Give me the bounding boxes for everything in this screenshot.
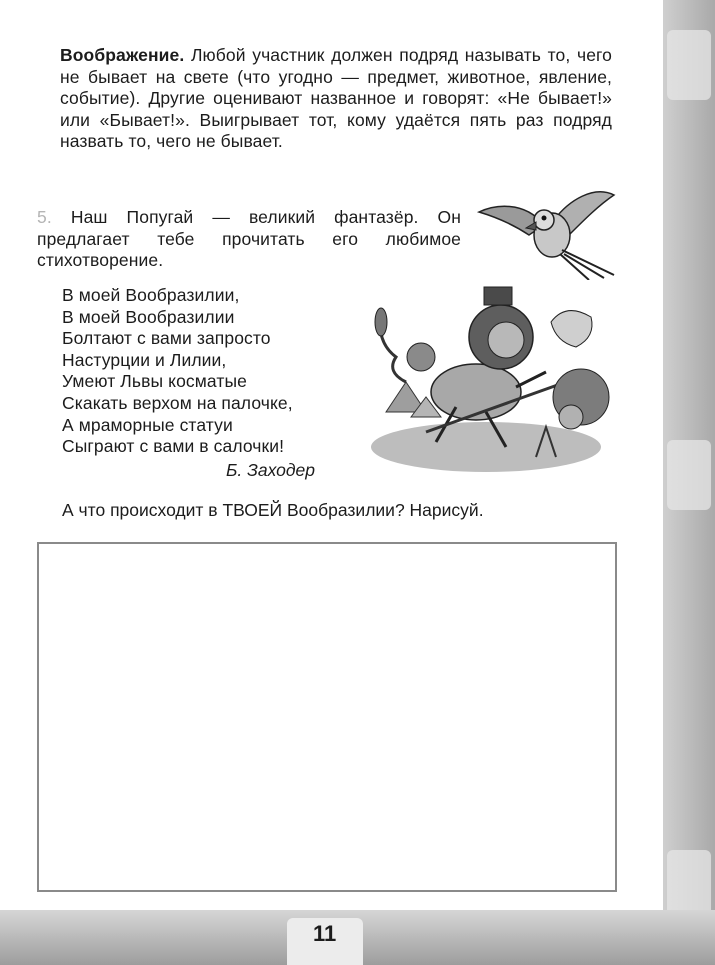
poem-line: Сыграют с вами в салочки! xyxy=(62,436,285,457)
task-number: 5. xyxy=(37,207,52,227)
page-number: 11 xyxy=(313,921,337,946)
poem-line: Умеют Львы косматые xyxy=(62,371,247,392)
task-paragraph xyxy=(37,207,461,272)
decorative-side-strip xyxy=(663,0,715,965)
intro-title: Воображение. xyxy=(60,45,185,65)
drawing-area[interactable] xyxy=(37,542,617,892)
poem-line: Болтают с вами запросто xyxy=(62,328,271,349)
leaf-decoration xyxy=(667,440,711,510)
drawing-prompt: А что происходит в ТВОЕЙ Вообразилии? Нарисуй. xyxy=(62,500,484,520)
poem xyxy=(62,285,352,458)
intro-paragraph xyxy=(60,45,612,153)
parrot-illustration xyxy=(474,180,620,280)
poem-line: Скакать верхом на палочке, xyxy=(62,392,293,413)
leaf-decoration xyxy=(667,30,711,100)
task-text: Наш Попугай — великий фантазёр. Он предлагает тебе прочитать его любимое стихотворение. xyxy=(37,207,462,270)
lion-illustration xyxy=(366,282,614,478)
poem-line: А мраморные статуи xyxy=(62,414,233,435)
poem-line: В моей Вообразилии, xyxy=(62,285,240,305)
poem-line: В моей Вообразилии xyxy=(62,306,235,327)
poem-author: Б. Заходер xyxy=(226,460,316,480)
intro-text: Любой участник должен подряд называть то, чего не бывает на свете (что угодно — предмет, животное, явление, событие). Другие оценивают названное и говорят: «Не бывает!» или «Бывает!». Выигрывает тот, кому удаётся пять раз подряд назвать то, чего не бывает. xyxy=(60,45,612,151)
poem-line: Настурции и Лилии, xyxy=(62,349,227,370)
